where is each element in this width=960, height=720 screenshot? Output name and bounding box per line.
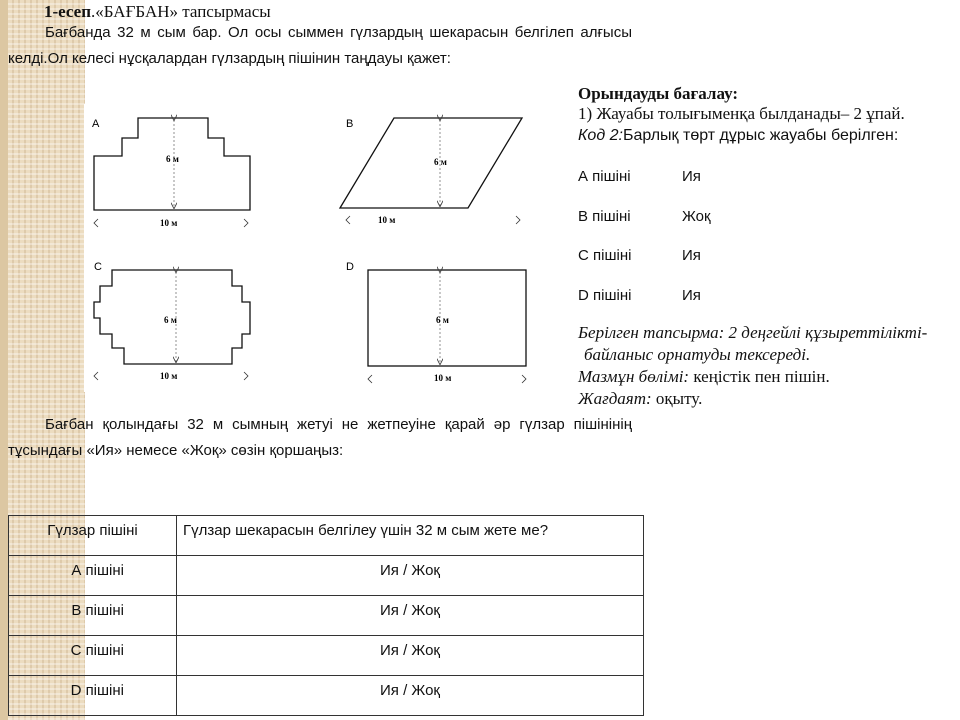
table-header-row — [9, 516, 644, 556]
table-row — [9, 636, 644, 676]
answer-a: А пішіні Ия — [578, 168, 701, 185]
shape-b-label: B — [346, 118, 354, 130]
shape-figures — [84, 104, 560, 392]
answer-d: D пішіні Ия — [578, 287, 701, 304]
shape-b-width-label: 10 м — [378, 215, 396, 225]
table-header-shape: Гүлзар пішіні — [9, 516, 177, 556]
answer-b: В пішіні Жоқ — [578, 208, 711, 225]
shape-d — [346, 261, 526, 383]
shape-c-label: C — [94, 261, 102, 273]
table-row — [9, 676, 644, 716]
table-row — [9, 556, 644, 596]
note-check: байланыс орнатуды тексереді. — [584, 345, 811, 364]
table-cell-shape: D пішіні — [9, 676, 177, 716]
shape-c-height-label: 6 м — [164, 315, 177, 325]
task-instruction: Бағбан қолындағы 32 м сымның жетуі не жетпеуіне қарай әр гүлзар пішінінің тұсындағы «Ия» немесе «Жоқ» сөзін қоршаңыз: — [8, 416, 632, 459]
answer-table — [8, 515, 644, 716]
shape-c-width-label: 10 м — [160, 371, 178, 381]
table-cell-choice[interactable]: Ия / Жоқ — [177, 556, 644, 596]
shape-b — [340, 118, 522, 225]
table-cell-shape: А пішіні — [9, 556, 177, 596]
shape-b-height-label: 6 м — [434, 157, 447, 167]
shape-a-height-label: 6 м — [166, 154, 179, 164]
assessment-line1: 1) Жауабы толығыменқа былданады– 2 ұпай. — [578, 104, 905, 123]
assessment-code: Код 2:Барлық төрт дұрыс жауабы берілген: — [578, 127, 899, 144]
table-cell-shape: В пішіні — [9, 596, 177, 636]
task-title: 1-есеп.«БАҒБАН» тапсырмасы — [44, 2, 271, 21]
shape-c — [94, 261, 250, 381]
table-header-question: Гүлзар шекарасын белгілеу үшін 32 м сым жете ме? — [177, 516, 644, 556]
shape-a-width-label: 10 м — [160, 218, 178, 228]
assessment-heading: Орындауды бағалау: — [578, 84, 739, 103]
table-cell-choice[interactable]: Ия / Жоқ — [177, 676, 644, 716]
table-cell-choice[interactable]: Ия / Жоқ — [177, 636, 644, 676]
shape-a — [92, 118, 250, 228]
shape-d-width-label: 10 м — [434, 373, 452, 383]
table-cell-shape: С пішіні — [9, 636, 177, 676]
task-intro: Бағбанда 32 м сым бар. Ол осы сыммен гүлзардың шекарасын белгілеп алғысы келді.Ол келесі нұсқалардан гүлзардың пішінин таңдауы қажет: — [8, 24, 632, 67]
shape-a-label: A — [92, 118, 100, 130]
table-row — [9, 596, 644, 636]
table-cell-choice[interactable]: Ия / Жоқ — [177, 596, 644, 636]
shape-d-height-label: 6 м — [436, 315, 449, 325]
shape-d-label: D — [346, 261, 354, 273]
note-content: Мазмұн бөлімі: кеңістік пен пішін. — [578, 367, 830, 386]
answer-c: С пішіні Ия — [578, 247, 701, 264]
note-competency: Берілген тапсырма: 2 деңгейлі құзыреттілікті- — [578, 323, 928, 342]
note-context: Жағдаят: оқыту. — [578, 389, 703, 408]
